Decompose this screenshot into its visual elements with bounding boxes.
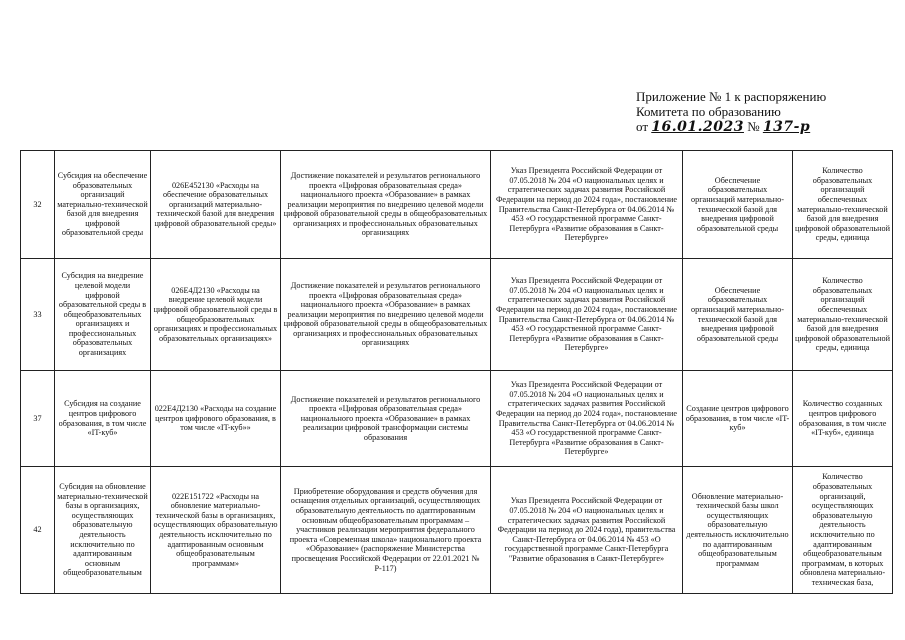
legal-basis-cell: Указ Президента Российской Федерации от 07.05.2018 № 204 «О национальных целях и стратегических задачах развития Российской Федерации на период до 2024 года», постановление Правительства Санкт-Петербурга от 04.06.2014 № 453 «О государственной программе Санкт-Петербурга «Развитие образования в Санкт-Петербурге» — [491, 151, 683, 259]
purpose-cell: Достижение показателей и результатов регионального проекта «Цифровая образовательная среда» национального проекта «Образование» в рамках реализации цифровой трансформации системы образования — [281, 371, 491, 467]
indicator-cell: Количество образовательных организаций, осуществляющих образовательную деятельность исключительно по адаптированным общеобразовательным программам, в которых обновлена материально-техническая база, — [793, 467, 893, 594]
subsidy-name-cell: Субсидия на внедрение целевой модели цифровой образовательной среды в общеобразовательных организациях и профессиональных образовательных организациях — [55, 259, 151, 371]
row-number: 37 — [21, 371, 55, 467]
table-row — [21, 151, 893, 259]
date-prefix: от — [636, 119, 649, 134]
purpose-cell: Достижение показателей и результатов регионального проекта «Цифровая образовательная среда» национального проекта «Образование» в рамках реализации мероприятия по внедрению целевой модели цифровой образовательной среды в общеобразовательных организациях и профессиональных образовательных организациях — [281, 151, 491, 259]
result-cell: Обновление материально-технической базы школ осуществляющих образовательную деятельность исключительно по адаптированным общеобразовательным программам — [683, 467, 793, 594]
indicator-cell: Количество образовательных организаций обеспеченных материально-технической базой для внедрения цифровой образовательной среды, единица — [793, 151, 893, 259]
row-number: 32 — [21, 151, 55, 259]
legal-basis-cell: Указ Президента Российской Федерации от 07.05.2018 № 204 «О национальных целях и стратегических задачах развития Российской Федерации на период до 2024 года», постановление Правительства Санкт-Петербурга от 04.06.2014 № 453 «О государственной программе Санкт-Петербурга «Развитие образования в Санкт-Петербурге» — [491, 259, 683, 371]
result-cell: Создание центров цифрового образования, в том числе «IT-куб» — [683, 371, 793, 467]
appendix-line-1: Приложение № 1 к распоряжению — [636, 89, 827, 104]
indicator-cell: Количество образовательных организаций обеспеченных материально-технической базой для внедрения цифровой образовательной среды, единица — [793, 259, 893, 371]
handwritten-number: 137-р — [762, 119, 811, 135]
subsidy-name-cell: Субсидия на создание центров цифрового образования, в том числе «IT-куб» — [55, 371, 151, 467]
purpose-cell: Достижение показателей и результатов регионального проекта «Цифровая образовательная среда» национального проекта «Образование» в рамках реализации мероприятия по внедрению целевой модели цифровой образовательной среды в общеобразовательных организациях и профессиональных образовательных организациях — [281, 259, 491, 371]
row-number: 33 — [21, 259, 55, 371]
subsidy-name-cell: Субсидия на обновление материально-технической базы в организациях, осуществляющих образовательную деятельность исключительно по адаптированным основным общеобразовательным — [55, 467, 151, 594]
appendix-line-3 — [636, 119, 826, 135]
expense-code-cell: 026E452130 «Расходы на обеспечение образовательных организаций материально-технической базой для внедрения цифровой образовательной среды» — [151, 151, 281, 259]
purpose-cell: Приобретение оборудования и средств обучения для оснащения отдельных организаций, осуществляющих образовательную деятельность по адаптированным основным общеобразовательным программам – участников реализации мероприятия федерального проекта «Современная школа» национального проекта «Образование» (распоряжение Министерства просвещения Российской Федерации от 22.01.2021 № Р-117) — [281, 467, 491, 594]
indicator-cell: Количество созданных центров цифрового образования, в том числе «IT-куб», единица — [793, 371, 893, 467]
legal-basis-cell: Указ Президента Российской Федерации от 07.05.2018 № 204 «О национальных целях и стратегических задачах развития Российской Федерации на период до 2024 года», постановление Правительства Санкт-Петербурга от 04.06.2014 № 453 «О государственной программе Санкт-Петербурга «Развитие образования в Санкт-Петербурге» — [491, 371, 683, 467]
expense-code-cell: 022E151722 «Расходы на обновление материально-технической базы в организациях, осуществляющих образовательную деятельность исключительно по адаптированным основным общеобразовательным программам» — [151, 467, 281, 594]
result-cell: Обеспечение образовательных организаций материально-технической базой для внедрения цифровой образовательной среды — [683, 259, 793, 371]
result-cell: Обеспечение образовательных организаций материально-технической базой для внедрения цифровой образовательной среды — [683, 151, 793, 259]
subsidy-table — [20, 150, 893, 594]
row-number: 42 — [21, 467, 55, 594]
number-label: № — [747, 119, 760, 134]
table-row — [21, 259, 893, 371]
expense-code-cell: 026E4Д2130 «Расходы на внедрение целевой модели цифровой образовательной среды в общеобразовательных организациях и профессиональных образовательных организациях» — [151, 259, 281, 371]
handwritten-date: 16.01.2023 — [651, 119, 744, 135]
subsidy-name-cell: Субсидия на обеспечение образовательных организаций материально-технической базой для внедрения цифровой образовательной среды — [55, 151, 151, 259]
table-row — [21, 467, 893, 594]
appendix-line-2: Комитета по образованию — [636, 104, 781, 119]
legal-basis-cell: Указ Президента Российской Федерации от 07.05.2018 № 204 «О национальных целях и стратегических задачах развития Российской Федерации на период до 2024 года), правительства Санкт-Петербурга от 04.06.2014 № 453 «О государственной программе Санкт-Петербурга "Развитие образования в Санкт-Петербурге» — [491, 467, 683, 594]
appendix-header — [636, 89, 826, 135]
expense-code-cell: 022E4Д2130 «Расходы на создание центров цифрового образования, в том числе «IT-куб»» — [151, 371, 281, 467]
table-row — [21, 371, 893, 467]
